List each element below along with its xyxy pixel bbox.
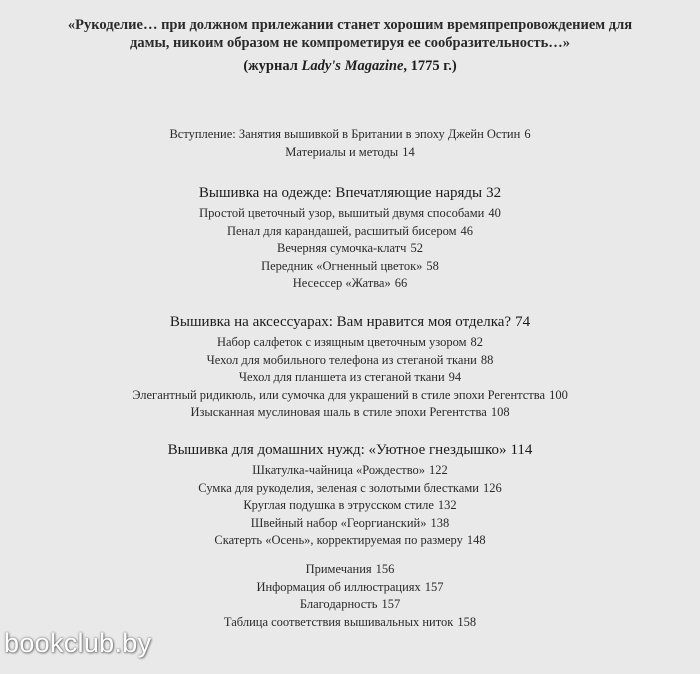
toc-entry-title: Таблица соответствия вышивальных ниток	[223, 614, 454, 629]
toc-entry-page: 132	[437, 498, 457, 512]
toc-back-matter	[0, 561, 700, 631]
epigraph-source-suffix: , 1775 г.)	[403, 58, 457, 74]
toc-entry-page: 40	[488, 206, 501, 220]
epigraph-source-magazine: Lady's Magazine	[301, 58, 404, 74]
toc-entry-title: Вступление: Занятия вышивкой в Британии в эпоху Джейн Остин	[169, 127, 521, 141]
toc-entry-title: Сумка для рукоделия, зеленая с золотыми блестками	[198, 480, 479, 495]
toc-entry	[0, 223, 700, 241]
toc-entry-page: 94	[448, 370, 462, 384]
epigraph	[0, 16, 700, 76]
toc-entry-page: 46	[460, 223, 473, 238]
toc-entry	[0, 532, 700, 550]
toc-entry-title: Простой цветочный узор, вышитый двумя способами	[199, 206, 485, 220]
epigraph-source-prefix: (журнал	[243, 58, 302, 74]
toc-section-page: 32	[486, 185, 502, 201]
toc-section-page: 114	[510, 442, 533, 458]
toc-entry-title: Пенал для карандашей, расшитый бисером	[226, 223, 457, 238]
toc-entry-title: Изысканная муслиновая шаль в стиле эпохи Регентства	[190, 405, 487, 419]
toc-entry	[0, 205, 700, 223]
toc-entry-page: 156	[375, 562, 395, 576]
toc-entry	[0, 144, 700, 162]
toc-entry-title: Круглая подушка в этрусском стиле	[243, 498, 434, 512]
toc-entry-title: Швейный набор «Георгианский»	[250, 515, 427, 530]
toc-entry	[0, 334, 700, 352]
toc-entry-title: Элегантный ридикюль, или сумочка для украшений в стиле эпохи Регентства	[132, 387, 546, 402]
toc-entry	[0, 404, 700, 422]
toc-section-heading	[0, 183, 700, 203]
toc-entry-page: 108	[490, 405, 510, 419]
toc-entry-page: 14	[402, 144, 415, 159]
toc-entry-page: 6	[524, 127, 531, 141]
watermark: bookclub.by	[4, 628, 152, 658]
toc-entry	[0, 462, 700, 480]
toc-entry	[0, 561, 700, 579]
toc-entry-title: Несессер «Жатва»	[292, 276, 391, 290]
toc-entry	[0, 258, 700, 276]
toc-section-accessories	[0, 312, 700, 422]
toc-entry-title: Чехол для мобильного телефона из стеганой ткани	[206, 352, 477, 367]
toc-entry	[0, 579, 700, 597]
toc-entry-page: 58	[426, 258, 439, 273]
toc-entry-title: Примечания	[305, 562, 372, 576]
toc-entry	[0, 387, 700, 405]
toc-entry	[0, 126, 700, 144]
toc-section-heading	[0, 312, 700, 332]
toc-entry-page: 157	[381, 597, 401, 611]
toc-entry-page: 148	[466, 533, 486, 547]
toc-entry-title: Передник «Огненный цветок»	[261, 258, 423, 273]
toc-entry	[0, 515, 700, 533]
toc-entry-title: Чехол для планшета из стеганой ткани	[238, 370, 445, 384]
toc-entry-title: Информация об иллюстрациях	[256, 579, 421, 594]
toc-entry	[0, 352, 700, 370]
toc-entry-page: 157	[424, 579, 444, 594]
toc-entry-page: 66	[394, 276, 408, 290]
toc-entry-title: Шкатулка-чайница «Рождество»	[252, 463, 426, 477]
toc-entry-page: 138	[430, 515, 450, 530]
toc-entry-page: 100	[549, 387, 568, 402]
toc-entry-title: Вечерняя сумочка-клатч	[277, 241, 407, 255]
epigraph-line: дамы, никоим образом не компрометируя ее сообразительность…»	[129, 35, 570, 51]
toc-entry	[0, 480, 700, 498]
toc-entry-page: 82	[470, 335, 484, 349]
toc-entry-title: Материалы и методы	[285, 144, 399, 159]
toc-section-home	[0, 440, 700, 550]
toc-entry	[0, 275, 700, 293]
toc-entry-page: 52	[410, 241, 423, 255]
toc-section-clothing	[0, 183, 700, 293]
toc-section-title: Вышивка на одежде: Впечатляющие наряды	[198, 185, 483, 201]
toc-entry	[0, 369, 700, 387]
toc-entry-page: 158	[457, 614, 477, 629]
toc-entry	[0, 240, 700, 258]
toc-entry-title: Скатерть «Осень», корректируемая по размеру	[214, 533, 463, 547]
toc-section-title: Вышивка для домашних нужд: «Уютное гнездышко»	[167, 442, 507, 458]
toc-entry-page: 88	[480, 352, 494, 367]
toc-section-heading	[0, 440, 700, 460]
toc-entry-page: 126	[482, 480, 502, 495]
toc-entry	[0, 497, 700, 515]
toc-entry-title: Благодарность	[299, 597, 378, 611]
toc-entry-page: 122	[429, 463, 448, 477]
epigraph-source	[0, 56, 700, 76]
toc-section-page: 74	[515, 314, 531, 330]
toc-entry	[0, 596, 700, 614]
toc-entry-title: Набор салфеток с изящным цветочным узором	[216, 335, 467, 349]
toc-intro	[0, 126, 700, 161]
toc-section-title: Вышивка на аксессуарах: Вам нравится моя отделка?	[169, 314, 512, 330]
epigraph-line: «Рукоделие… при должном прилежании станет хорошим времяпрепровождением для	[67, 17, 633, 33]
